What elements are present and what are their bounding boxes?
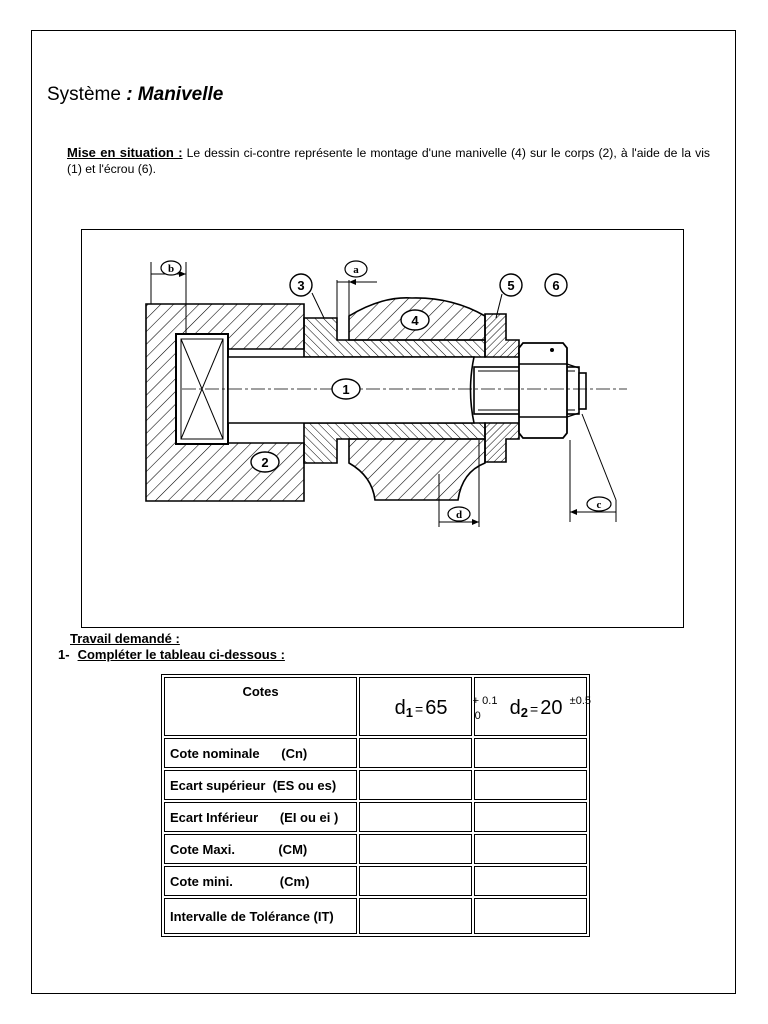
part-label-4: 4 [411,313,419,328]
cell-ei-d1[interactable] [359,802,472,832]
question-1-number: 1- [58,647,70,662]
header-d2: $d_2 = 20$ ±0.5 [474,677,587,736]
row-label-it: Intervalle de Tolérance (IT) [164,898,357,934]
nut-part-6 [519,343,567,438]
question-1 [58,647,285,662]
d2-deviation: ±0.5 [569,695,592,707]
intro-lead: Mise en situation : [67,145,183,160]
dim-label-c: c [596,499,602,511]
row-label-cm-max: Cote Maxi. (CM) [164,834,357,864]
cell-ei-d2[interactable] [474,802,587,832]
cell-cn-d1[interactable] [359,738,472,768]
row-label-cm-min: Cote mini. (Cm) [164,866,357,896]
cell-cmin-d2[interactable] [474,866,587,896]
table-row [164,738,587,768]
cell-cmax-d2[interactable] [474,834,587,864]
table-row [164,770,587,800]
d1-lower-deviation: 0 [474,710,481,722]
header-cotes: Cotes [164,677,357,736]
header-d1: $d_1 = 65$ + 0.1 0 [359,677,472,736]
cell-cmin-d1[interactable] [359,866,472,896]
intro-paragraph [67,145,710,177]
cell-it-d1[interactable] [359,898,472,934]
title-prefix: Système [47,84,121,105]
table-row [164,802,587,832]
dim-label-a: a [353,264,359,276]
d1-upper-deviation: + 0.1 [472,695,498,707]
part-label-2: 2 [261,455,269,470]
table-row [164,866,587,896]
part-label-6: 6 [552,278,560,293]
table-header-row [164,677,587,736]
cell-es-d1[interactable] [359,770,472,800]
cell-es-d2[interactable] [474,770,587,800]
table-row [164,834,587,864]
row-label-es: Ecart supérieur (ES ou es) [164,770,357,800]
intro-text: Le dessin ci-contre représente le montage d'une manivelle (4) sur le corps (2), à l'aide de la vis (1) et l'écrou (6). [67,146,710,176]
crank-assembly-drawing [82,230,685,629]
part-label-5: 5 [507,278,515,293]
cell-cn-d2[interactable] [474,738,587,768]
washer-part-5 [485,314,519,357]
part-label-3: 3 [297,278,305,293]
page-title [47,84,223,106]
question-1-text: Compléter le tableau ci-dessous : [77,647,285,662]
work-heading: Travail demandé : [70,631,180,646]
dim-label-b: b [167,263,175,275]
cell-it-d2[interactable] [474,898,587,934]
cell-cmax-d1[interactable] [359,834,472,864]
row-label-ei: Ecart Inférieur (EI ou ei ) [164,802,357,832]
table-row [164,898,587,934]
title-subject: : Manivelle [126,84,224,105]
part-label-1: 1 [342,382,350,397]
dim-label-d: d [455,509,463,521]
row-label-cn: Cote nominale (Cn) [164,738,357,768]
tolerance-table [161,674,590,937]
technical-drawing [81,229,684,628]
